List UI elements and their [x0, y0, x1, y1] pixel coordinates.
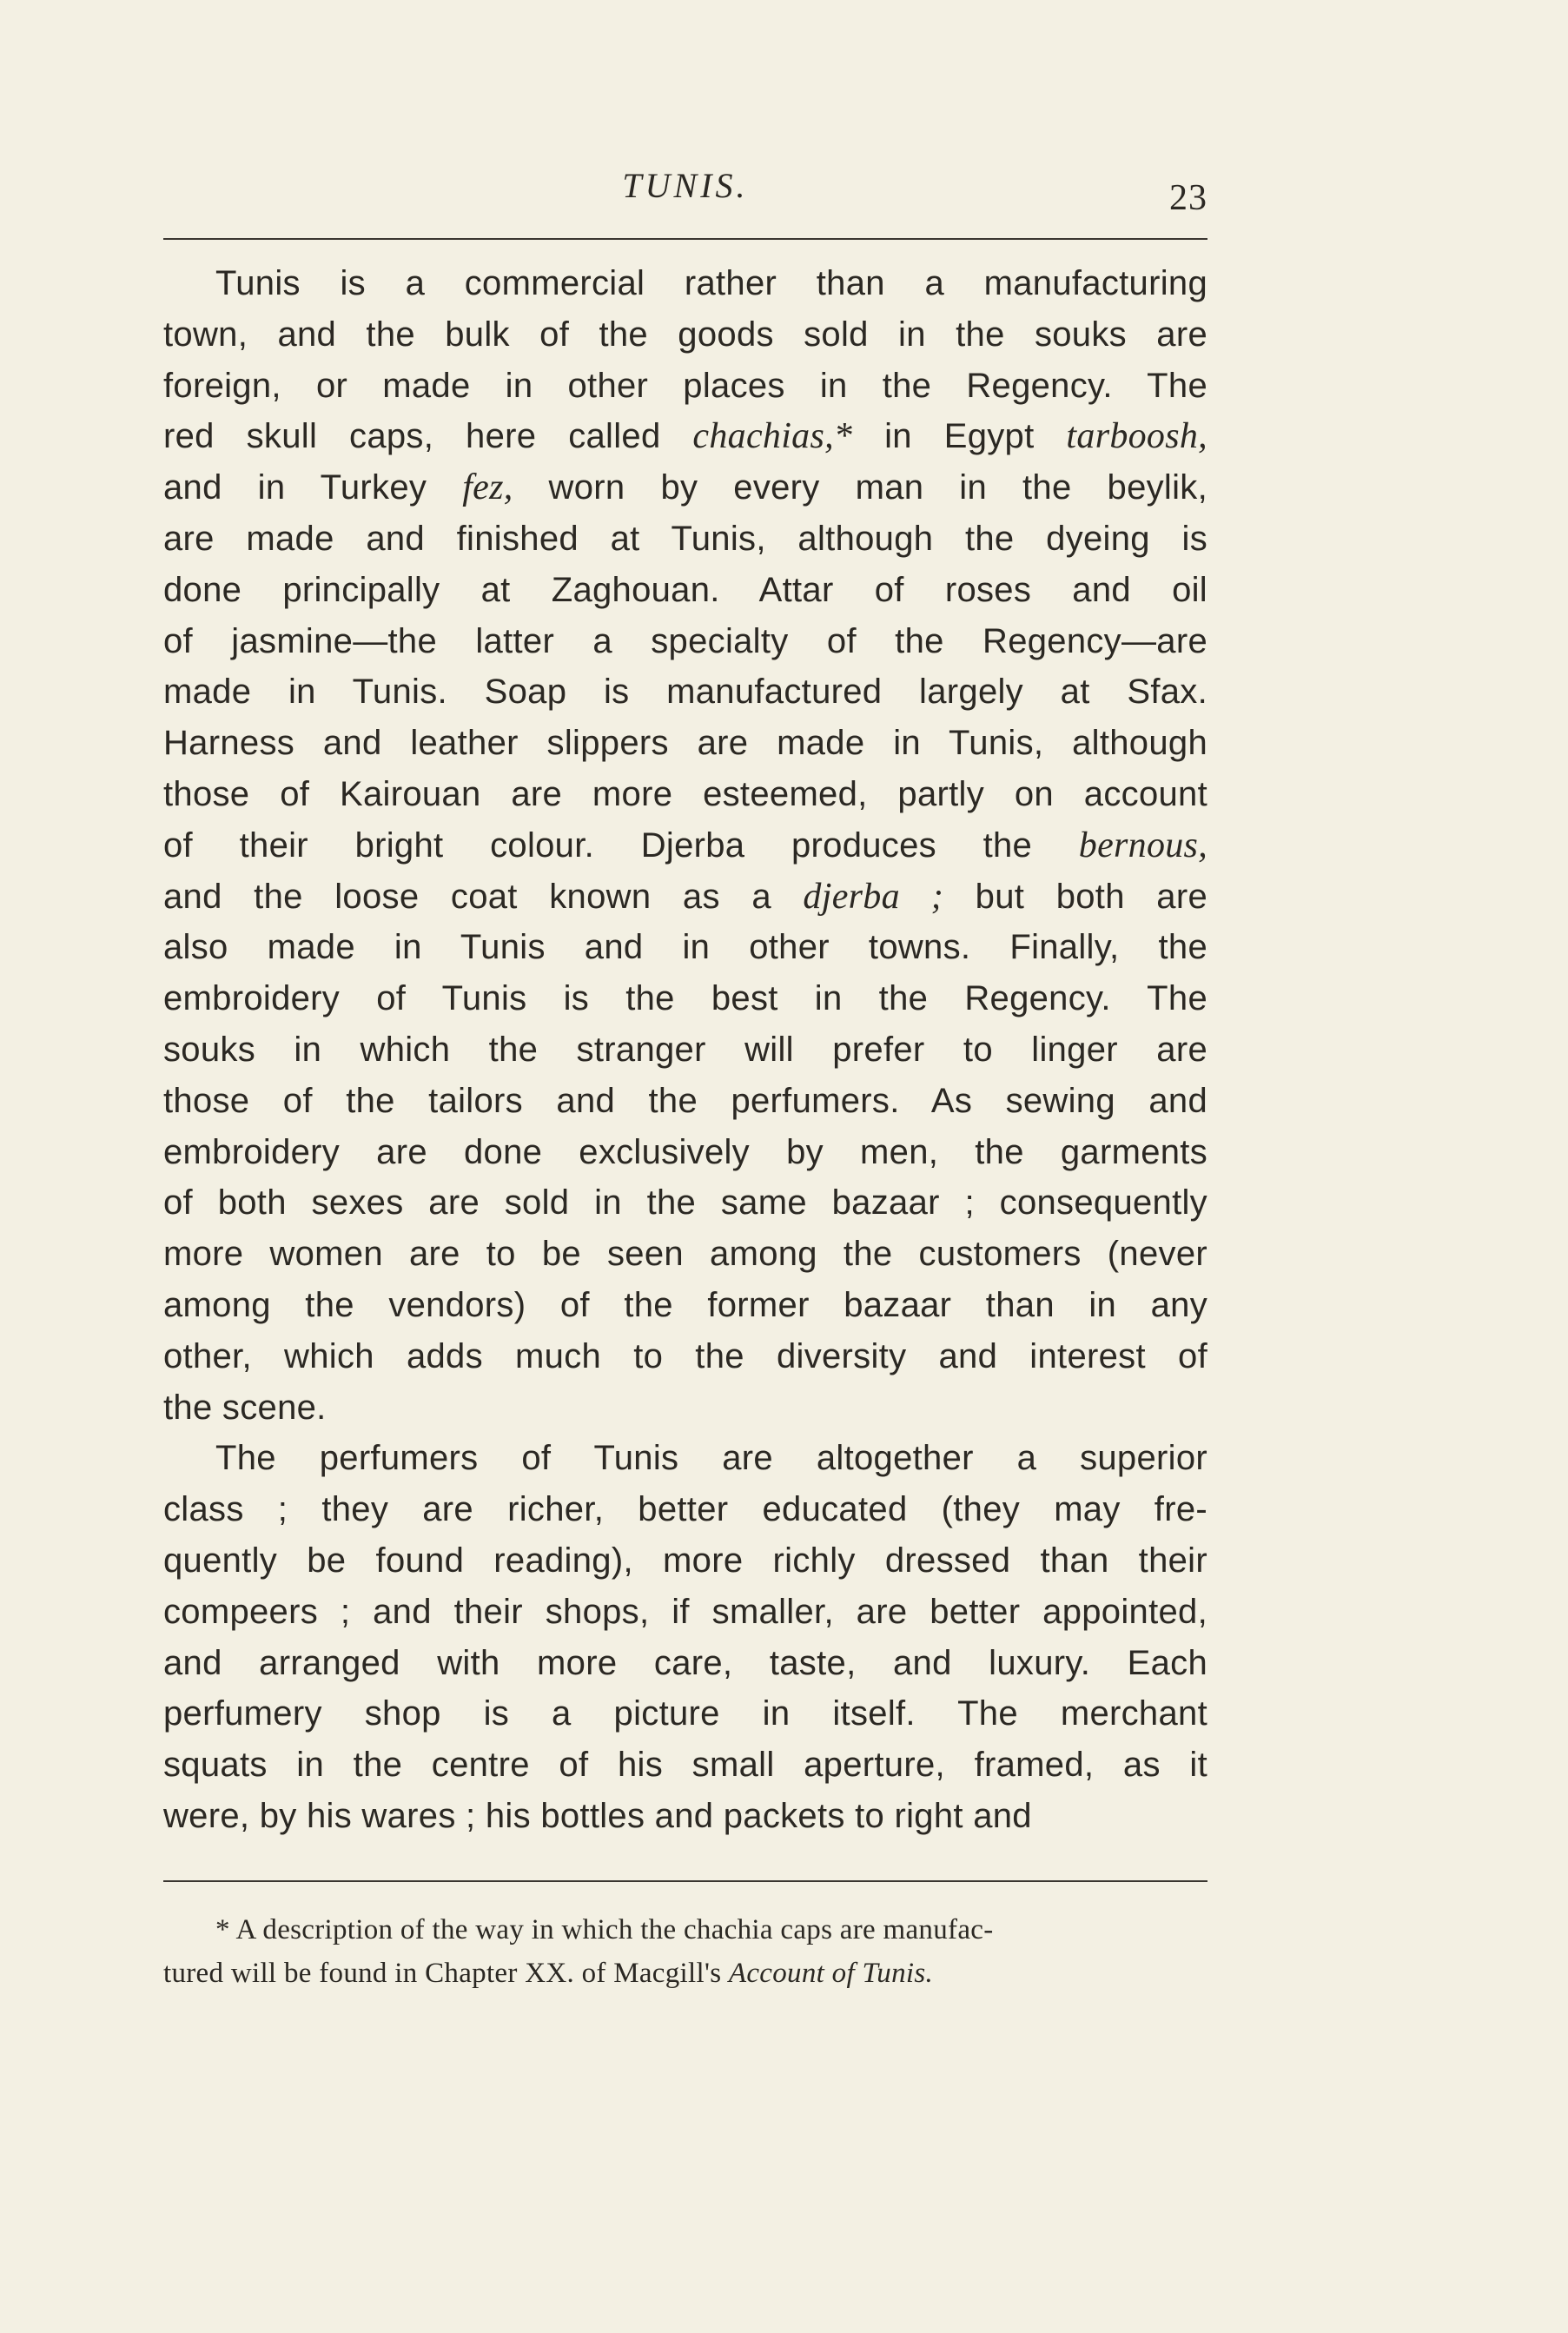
text-run: other, which adds much to the diversity and interest of: [163, 1336, 1207, 1375]
text-run: compeers ; and their shops, if smaller, are better appointed,: [163, 1592, 1207, 1631]
text-run: red skull caps, here called: [163, 417, 693, 456]
text-line: [163, 309, 1207, 361]
text-run: and in Turkey: [163, 468, 463, 507]
text-run: * A description of the way in which the chachia caps are manufac-: [215, 1914, 994, 1945]
text-line: [163, 565, 1207, 616]
text-run: but both are: [943, 877, 1208, 916]
text-run: squats in the centre of his small aperture, framed, as it: [163, 1746, 1207, 1785]
page-header: [163, 165, 1207, 217]
italic-run: chachias,*: [692, 416, 853, 457]
header-rule: [163, 238, 1207, 240]
text-run: and the loose coat known as a: [163, 877, 804, 916]
text-run: of their bright colour. Djerba produces the: [163, 825, 1079, 865]
text-run: class ; they are richer, better educated (they may fre-: [163, 1490, 1207, 1529]
text-line: [163, 820, 1207, 872]
text-line: [163, 1331, 1207, 1382]
text-line: [163, 718, 1207, 769]
text-line: [163, 361, 1207, 412]
text-line: [163, 1127, 1207, 1178]
italic-run: fez,: [462, 467, 513, 508]
text-run: tured will be found in Chapter XX. of Macgill's: [163, 1958, 729, 1989]
text-line: [163, 1740, 1207, 1791]
text-run: Tunis is a commercial rather than a manufacturing: [215, 264, 1207, 302]
text-line: [163, 258, 1207, 309]
text-line: [163, 411, 1207, 462]
text-run: The perfumers of Tunis are altogether a superior: [215, 1439, 1207, 1478]
text-run: in Egypt: [852, 417, 1067, 456]
text-line: [163, 1638, 1207, 1689]
text-run: town, and the bulk of the goods sold in the souks are: [163, 315, 1207, 354]
text-line: [163, 769, 1207, 820]
text-run: Harness and leather slippers are made in Tunis, although: [163, 724, 1207, 763]
text-line: [163, 872, 1207, 923]
italic-run: bernous,: [1078, 825, 1207, 865]
text-run: worn by every man in the beylik,: [513, 468, 1208, 507]
italic-run: Account of Tunis.: [728, 1958, 934, 1989]
italic-run: tarboosh,: [1066, 416, 1207, 457]
body-text: [163, 258, 1207, 1842]
text-line: [163, 1177, 1207, 1229]
page-number: 23: [1169, 178, 1207, 218]
text-run: also made in Tunis and in other towns. Finally, the: [163, 928, 1207, 967]
paragraph: [163, 1433, 1207, 1841]
footnote: [163, 1908, 1207, 1995]
text-run: perfumery shop is a picture in itself. The merchant: [163, 1694, 1207, 1733]
text-run: done principally at Zaghouan. Attar of roses and oil: [163, 570, 1207, 609]
text-line: [163, 666, 1207, 718]
text-line: [163, 1229, 1207, 1280]
text-line: [163, 1952, 1207, 1995]
text-line: [163, 616, 1207, 667]
text-run: were, by his wares ; his bottles and packets to right and: [163, 1796, 1032, 1835]
text-line: [163, 1791, 1207, 1842]
text-run: of both sexes are sold in the same bazaar ; consequently: [163, 1183, 1207, 1223]
text-line: [163, 1433, 1207, 1484]
text-run: embroidery of Tunis is the best in the Regency. The: [163, 979, 1207, 1018]
text-line: [163, 1076, 1207, 1127]
text-line: [163, 462, 1207, 514]
text-run: of jasmine—the latter a specialty of the Regency—are: [163, 621, 1207, 660]
text-line: [163, 1535, 1207, 1587]
text-line: [163, 1024, 1207, 1076]
text-run: embroidery are done exclusively by men, the garments: [163, 1132, 1207, 1171]
text-line: [163, 973, 1207, 1024]
text-run: made in Tunis. Soap is manufactured largely at Sfax.: [163, 673, 1207, 712]
text-run: those of the tailors and the perfumers. As sewing and: [163, 1081, 1207, 1120]
running-title: TUNIS.: [622, 166, 749, 205]
footnote-rule: [163, 1880, 1207, 1882]
text-line: [163, 1688, 1207, 1740]
text-run: more women are to be seen among the customers (never: [163, 1235, 1207, 1274]
text-line: [163, 922, 1207, 973]
text-run: quently be found reading), more richly dressed than their: [163, 1541, 1207, 1580]
text-run: souks in which the stranger will prefer to linger are: [163, 1030, 1207, 1069]
text-line: [163, 514, 1207, 565]
text-run: are made and finished at Tunis, although the dyeing is: [163, 519, 1207, 558]
paragraph: [163, 258, 1207, 1433]
italic-run: djerba ;: [803, 876, 944, 917]
text-line: [163, 1587, 1207, 1638]
text-run: and arranged with more care, taste, and luxury. Each: [163, 1643, 1207, 1682]
text-run: the scene.: [163, 1388, 327, 1427]
text-line: [163, 1382, 1207, 1434]
text-run: among the vendors) of the former bazaar than in any: [163, 1285, 1207, 1324]
text-run: those of Kairouan are more esteemed, partly on account: [163, 774, 1207, 813]
text-line: [163, 1484, 1207, 1535]
text-line: [163, 1908, 1207, 1952]
text-run: foreign, or made in other places in the Regency. The: [163, 366, 1207, 405]
text-line: [163, 1280, 1207, 1331]
